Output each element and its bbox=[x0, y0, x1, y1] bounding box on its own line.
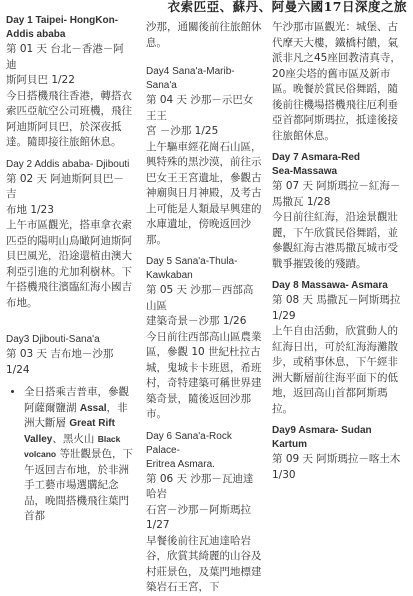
itinerary-column-3 bbox=[272, 20, 404, 483]
day1-body: 今日搭機飛往香港，轉搭衣索匹亞航空公司班機，飛往阿迪斯阿貝巴，於深夜抵達。隨即接往旅館休息。 bbox=[6, 89, 132, 148]
day5-title: Day 5 Sana'a-Thula-Kawkaban bbox=[146, 256, 238, 281]
day4-title: Day4 Sana'a-Marib-Sana'a bbox=[146, 66, 235, 91]
day1-title-cont: Addis ababa bbox=[6, 29, 66, 40]
day4-heading: 第 04 天 沙那－示巴女王王 bbox=[146, 94, 254, 122]
day6-body: 早餐後前往瓦迪達哈岩谷，欣賞其綺麗的山谷及村莊景色，及葉門地標建築岩石王宮，下 bbox=[146, 534, 262, 593]
day7-title-cont: Sea-Massawa bbox=[272, 166, 338, 177]
day4-body: 上午驅車經花崗石山區，興特殊的黑沙漠，前往示巴女王王宮遺址，參觀古神廟與日月神殿，及考古上可能是人類最早興建的水庫遺址，傍晚返回沙那。 bbox=[146, 140, 262, 246]
day8-title: Day 8 Massawa- Asmara bbox=[272, 280, 388, 291]
day1-heading-cont: 斯阿貝巴 1/22 bbox=[6, 74, 75, 86]
itinerary-column-2 bbox=[146, 20, 262, 596]
day3-latin-volcano: Black volcano bbox=[24, 433, 121, 459]
day2-heading-cont: 布地 1/23 bbox=[6, 203, 54, 216]
page-header-title: 衣索匹亞、蘇丹、阿曼六國17日深度之旅 bbox=[167, 0, 407, 14]
day3-text-4: 等壯觀景色，下午返回吉布地，於非洲手工藝市場選購紀念品，晚間搭機飛往葉門首都 bbox=[24, 448, 133, 522]
day3-title: Day3 Djibouti-Sana'a bbox=[6, 334, 100, 345]
day2-body: 上午市區觀光，搭車拿衣索匹亞的陽明山鳥瞰阿迪斯阿貝巴風光，沿途還植由澳大利亞引進的尤加利樹林。下午搭機飛往濱臨紅海小國吉布地。 bbox=[6, 219, 132, 309]
day7-title: Day 7 Asmara-Red bbox=[272, 152, 361, 163]
day2-title: Day 2 Addis ababa- Djibouti bbox=[6, 158, 130, 170]
day3-text-1: 全日搭乘吉普車，參觀阿薩爾鹽湖 bbox=[24, 386, 129, 414]
day7-heading-cont: 馬撒瓦 1/28 bbox=[272, 195, 331, 208]
day6-title: Day 6 Sana'a-Rock Palace- bbox=[146, 430, 232, 456]
day9-heading-cont: 1/30 bbox=[272, 468, 296, 481]
day3-heading: 第 03 天 吉布地－沙那 1/24 bbox=[6, 348, 114, 376]
col2-continuation-text: 沙那，通關後前往旅館休息。 bbox=[146, 21, 262, 49]
day5-body: 今日前往西部高山區農業區，參觀 10 世紀杜拉古城，鬼城卡卡班恩，希班村，奇特建築可稱世界建築奇景，隨後返回沙那市。 bbox=[146, 330, 262, 420]
day3-bullet-item bbox=[24, 385, 134, 525]
day3-latin-rift: Great Rift Valley bbox=[24, 418, 115, 445]
day7-body: 今日前往紅海，沿途景觀壯麗，下午欣賞民俗舞蹈，並參觀紅海古港馬撒瓦城市受戰爭摧毀後的殘蹟。 bbox=[272, 211, 398, 270]
day7-heading: 第 07 天 阿斯瑪拉－紅海－ bbox=[272, 180, 401, 192]
day4-heading-cont: 宮 －沙那 1/25 bbox=[146, 125, 219, 137]
itinerary-column-1 bbox=[6, 14, 134, 525]
day9-heading: 第 09 天 阿斯瑪拉－喀土木 bbox=[272, 453, 401, 465]
day6-title-cont: Eritrea Asmara. bbox=[146, 458, 215, 470]
day3-bullet-list bbox=[6, 385, 134, 525]
day2-heading: 第 02 天 阿迪斯阿貝巴－吉 bbox=[6, 172, 124, 200]
day5-heading: 第 05 天 沙那－西部高山區 bbox=[146, 284, 254, 312]
day8-heading-cont: 1/29 bbox=[272, 309, 296, 322]
day5-heading-cont: 建築奇景－沙那 1/26 bbox=[146, 315, 247, 327]
day1-title: Day 1 Taipei- HongKon- bbox=[6, 15, 119, 26]
day6-heading: 第 06 天 沙那－瓦迪達哈岩 bbox=[146, 472, 254, 500]
day9-title: Day9 Asmara- Sudan Kartum bbox=[272, 425, 372, 450]
day8-body: 上午自由活動，欣賞動人的紅海日出，可於紅海海灘散步，或稍事休息，下午經非洲大斷層前往海平面下的低地，返回高山首都阿斯瑪拉。 bbox=[272, 325, 398, 415]
day6-heading-cont: 石宮－沙那－阿斯瑪拉 1/27 bbox=[146, 503, 251, 531]
day1-heading: 第 01 天 台北－香港－阿迪 bbox=[6, 43, 124, 71]
day8-heading: 第 08 天 馬撒瓦－阿斯瑪拉 bbox=[272, 294, 401, 306]
day3-text-3: 、黑火山 bbox=[52, 432, 98, 445]
day3-text-2: ，非洲大斷層 bbox=[24, 401, 128, 429]
day3-latin-assal: Assal bbox=[79, 402, 107, 414]
col3-continuation-text: 午沙那市區觀光：城堡、古代摩天大樓，鐵橋村饋，氣派非凡之45座回教清真寺，20座尖塔的舊市區及新市區。晚餐於賞民俗舞蹈，隨後前往機場搭機飛往厄利垂亞首都阿斯瑪拉，抵達後接往旅館休息。 bbox=[272, 21, 401, 142]
